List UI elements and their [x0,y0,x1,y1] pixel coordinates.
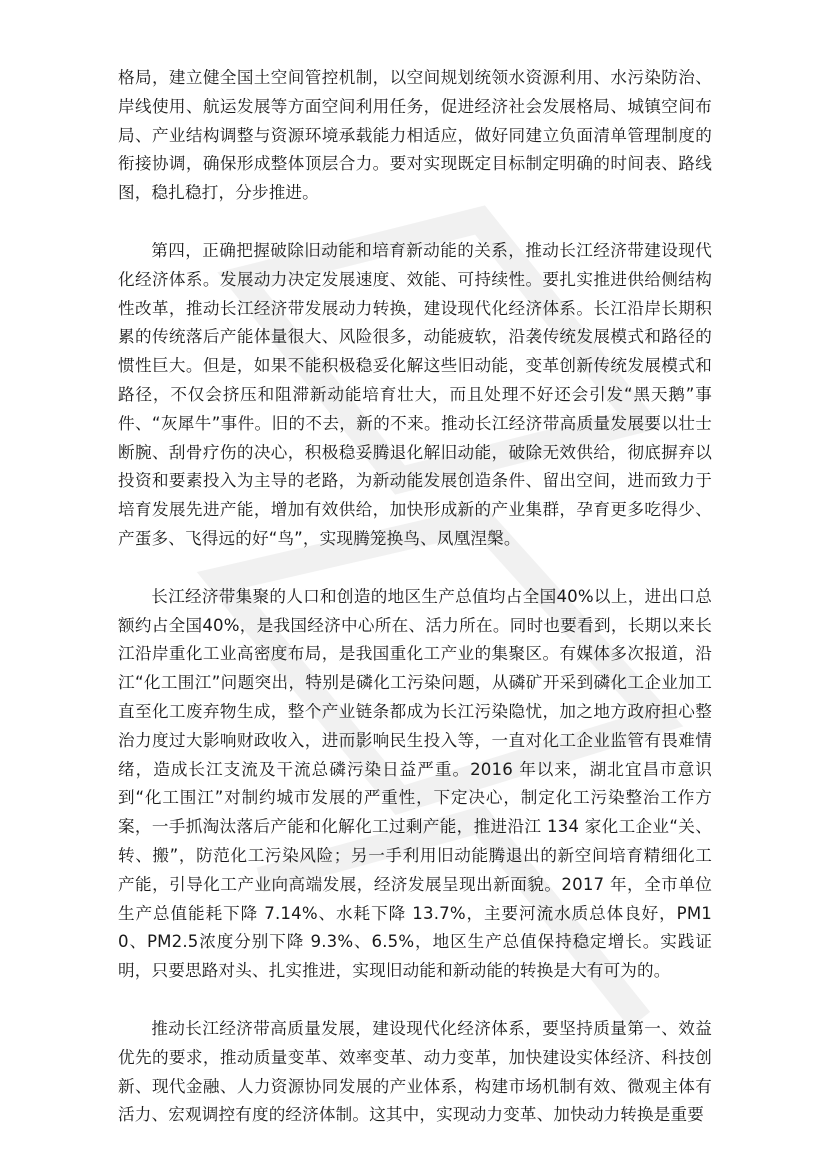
paragraph-1: 格局，建立健全国土空间管控机制，以空间规划统领水资源利用、水污染防治、岸线使用、航运发展等方面空间利用任务，促进经济社会发展格局、城镇空间布局、产业结构调整与资源环境承载能力相适应，做好同建立负面清单管理制度的衔接协调，确保形成整体顶层合力。要对实现既定目标制定明确的时间表、路线图，稳扎稳打，分步推进。 [118,68,712,203]
paragraph-3: 长江经济带集聚的人口和创造的地区生产总值均占全国40%以上，进出口总额约占全国40%，是我国经济中心所在、活力所在。同时也要看到，长期以来长江沿岸重化工业高密度布局，是我国重化工产业的集聚区。有媒体多次报道，沿江“化工围江”问题突出，特别是磷化工污染问题，从磷矿开采到磷化工企业加工直至化工废弃物生成，整个产业链条都成为长江污染隐忧，加之地方政府担心整治力度过大影响财政收入，进而影响民生投入等，一直对化工企业监管有畏难情绪，造成长江支流及干流总磷污染日益严重。2016 年以来，湖北宜昌市意识到“化工围江”对制约城市发展的严重性，下定决心，制定化工污染整治工作方案，一手抓淘汰落后产能和化解化工过剩产能，推进沿江 134 家化工企业“关、转、搬”，防范化工污染风险；另一手利用旧动能腾退出的新空间培育精细化工产能，引导化工产业向高端发展，经济发展呈现出新面貌。2017 年，全市单位生产总值能耗下降 7.14%、水耗下降 13.7%，主要河流水质总体良好，PM10、PM2.5浓度分别下降 9.3%、6.5%，地区生产总值保持稳定增长。实践证明，只要思路对头、扎实推进，实现旧动能和新动能的转换是大有可为的。 [118,586,712,981]
paragraph-4: 推动长江经济带高质量发展，建设现代化经济体系，要坚持质量第一、效益优先的要求，推动质量变革、效率变革、动力变革，加快建设实体经济、科技创新、现代金融、人力资源协同发展的产业体系，构建市场机制有效、微观主体有活力、宏观调控有度的经济体制。这其中，实现动力变革、加快动力转换是重要 [118,1018,712,1125]
article-body [118,64,712,1159]
paragraph-2: 第四，正确把握破除旧动能和培育新动能的关系，推动长江经济带建设现代化经济体系。发展动力决定发展速度、效能、可持续性。要扎实推进供给侧结构性改革，推动长江经济带发展动力转换，建设现代化经济体系。长江沿岸长期积累的传统落后产能体量很大、风险很多，动能疲软，沿袭传统发展模式和路径的惯性巨大。但是，如果不能积极稳妥化解这些旧动能，变革创新传统发展模式和路径，不仅会挤压和阻滞新动能培育壮大，而且处理不好还会引发“黑天鹅”事件、“灰犀牛”事件。旧的不去，新的不来。推动长江经济带高质量发展要以壮士断腕、刮骨疗伤的决心，积极稳妥腾退化解旧动能，破除无效供给，彻底摒弃以投资和要素投入为主导的老路，为新动能发展创造条件、留出空间，进而致力于培育发展先进产能，增加有效供给，加快形成新的产业集群，孕育更多吃得少、产蛋多、飞得远的好“鸟”，实现腾笼换鸟、凤凰涅槃。 [118,240,712,548]
